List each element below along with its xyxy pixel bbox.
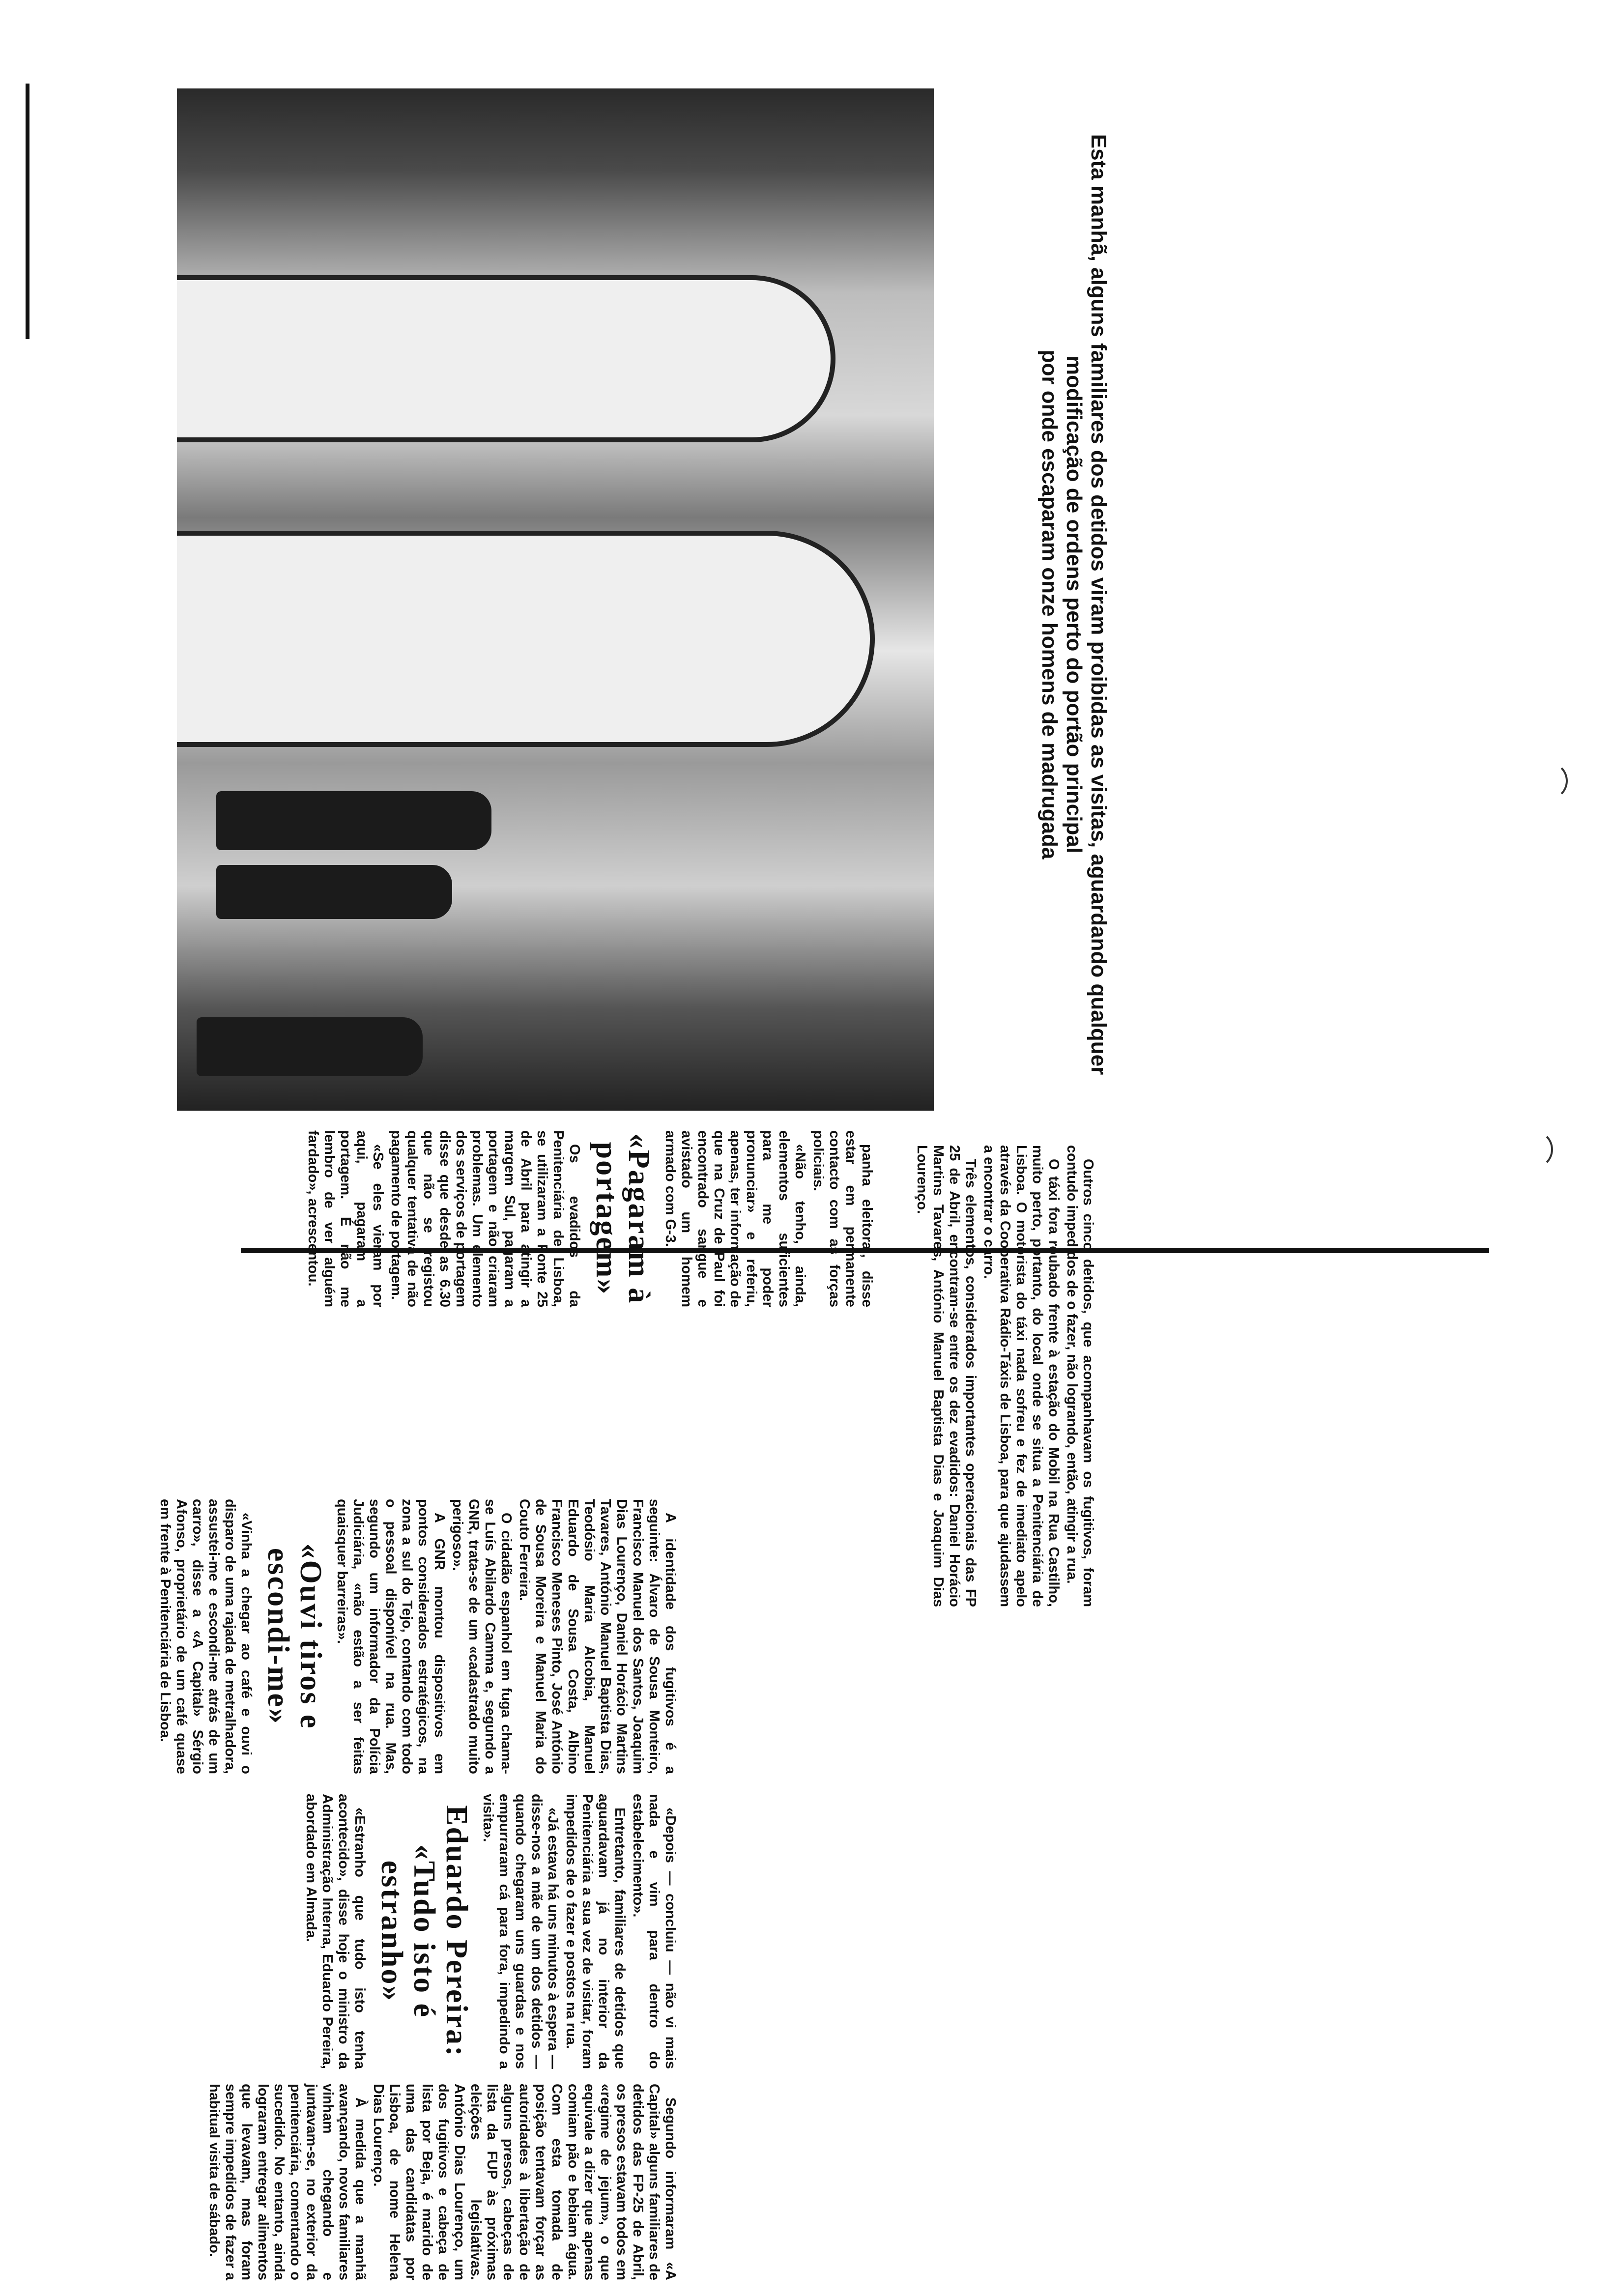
column-rule [26,84,29,339]
text-column-a [912,1145,1096,1607]
paragraph: O táxi fora roubado frente à estação do Mobil na Rua Castilho, muito perto, portanto, do local onde se situa a Penitenciária de Lisboa. O motorista do táxi nada sofreu e fez de imediato apelo através da Cooperativa Rádio-Táxis de Lisboa, para que ajudassem a encontrar o carro. [981,1145,1062,1607]
photo-caption-line-1: Esta manhã, alguns familiares dos detidos viram proibidas as visitas, aguardando qualquer modificação de ordens perto do portão principal [1062,134,1111,1075]
paragraph: O cidadão espanhol em fuga chama-se Luís Abilardo Camma e, segundo a GNR, trata-se de um «cadastrado muito perigoso». [450,1499,514,1774]
section-heading: «Pagaram à portagem» [590,1133,656,1305]
visitor-figure [216,791,491,850]
paragraph: A identidade dos fugitivos é a seguinte: Álvaro de Sousa Monteiro, Francisco Manuel dos Santos, Joaquim Dias Lourenço, Daniel Horácio Martins Tavares, António Manuel Baptista Dias, Teodósio Maria Alcobia, Manuel Eduardo de Sousa Costa, Albino Francisco Meneses Pinto, José António de Sousa Moreira e Manuel Maria do Couto Ferreira. [517,1499,678,1774]
paragraph: «Estranho que tudo isto tenha acontecido», disse hoje o ministro da Administração Interna, Eduardo Pereira, abordado em Almada. [303,1794,368,2069]
visitor-figure [216,865,452,919]
paragraph: «Já estava há uns minutos à espera — disse-nos a mãe de um dos detidos — quando chegaram uns guardas e nos empurraram cá para fora, impedindo a visita». [480,1794,561,2069]
text-column-1 [303,1130,875,1307]
gate-arch [177,275,835,442]
paragraph: «Vinha a chegar ao café e ouvi o disparo de uma rajada de metralhadora, assustei-me e escondi-me atrás de um carro», disse a «A Capital» Sérgio Afonso, proprietário de um café quase em frente à Penitenciária de Lisboa. [157,1499,254,1774]
paragraph: Entretanto, familiares de detidos que aguardavam já no interior da Penitenciária a sua vez de visitar, foram impedidos de o fazer e postos na rua. [563,1794,628,2069]
punch-hole-mark [1515,1130,1553,1169]
photo-caption-line-2: por onde escaparam onze homens de madrugada [1037,349,1062,860]
news-photograph [177,88,934,1111]
paragraph: Três elementos, considerados importantes operacionais das FP 25 de Abril, encontram-se entre os dez evadidos: Daniel Horácio Martins Tavares, António Manuel Baptista Dias e Joaquim Dias Lourenço. [914,1145,979,1607]
punch-hole-mark [1529,762,1568,800]
section-heading: «Ouvi tiros e escondi-me» [261,1543,327,1730]
text-column-d [301,1794,678,2069]
text-column-e [204,2084,678,2280]
photo-caption [934,79,1111,1130]
visitor-figure [197,1017,423,1076]
gate-arch [177,531,875,747]
paragraph: Outros cinco detidos, que acompanhavam os fugitivos, foram contudo impedidos de o fazer, não logrando, então, atingir a rua. [1064,1145,1096,1607]
paragraph: «Não tenho, ainda, elementos suficientes para me poder pronunciar» e referiu, apenas, ter informação de que na Cruz de Paul foi encontrado sangue e avistado um homem armado com G-3. [662,1130,808,1307]
paragraph: «Se eles vieram por aqui, pagaram a portagem. É não me lembro de ver alguém fardado», acrescentou. [305,1130,386,1307]
paragraph: À medida que a manhã avançando, novos familiares vinham chegando e juntavam-se, no exterior da penitenciária, comentando o sucedido. No entanto, ainda lograram entregar alimentos que levavam, mas foram sempre impedidos de fazer a habitual visita de sábado. [206,2084,368,2280]
section-heading: Eduardo Pereira: «Tudo isto é estranho» [375,1805,473,2058]
text-column-c [155,1499,678,1774]
paragraph: Os evadidos da Penitenciária de Lisboa, se utilizaram a Ponte 25 de Abril para atingir a margem Sul, pagaram a portagem e não criaram problemas. Um elemento dos serviços de portagem disse que desde as 6.30 que não se registou qualquer tentativa de não pagamento de portagem. [388,1130,582,1307]
paragraph: panha eleitoral, disse estar em permanente contacto com as forças policiais. [810,1130,875,1307]
paragraph: «Depois — concluiu — não vi mais nada e vim para dentro do estabelecimento». [630,1794,678,2069]
paragraph: Segundo informaram «A Capital» alguns familiares de detidos das FP-25 de Abril, os presos estavam todos em «regime de jejum», o que equivale a dizer que apenas comiam pão e bebiam água. Com esta tomada de posição tentavam forçar as autoridades à libertação de alguns presos, cabeças de lista da FUP às próximas eleições legislativas. António Dias Lourenço, um dos fugitivos e cabeça de lista por Beja, é marido de uma das candidatas por Lisboa, de nome Helena Dias Lourenço. [371,2084,678,2280]
paragraph: A GNR montou dispositivos em pontos considerados estratégicos, na zona a sul do Tejo, contando com todo o pessoal disponível na rua. Mas, segundo um informador da Polícia Judiciária, «não estão a ser feitas quaisquer barreiras». [334,1499,447,1774]
